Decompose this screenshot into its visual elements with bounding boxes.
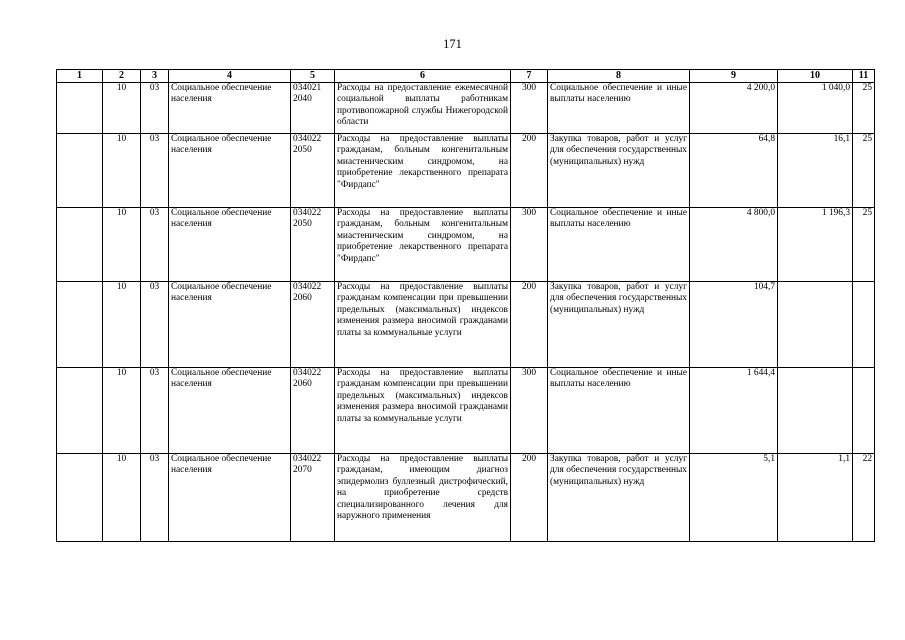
- cell-subsection: 03: [141, 208, 169, 282]
- cell-col1: [57, 368, 103, 454]
- cell-col1: [57, 454, 103, 542]
- cell-target-code: 034022 2050: [291, 208, 335, 282]
- col-header-9: 9: [690, 70, 778, 83]
- col-header-8: 8: [548, 70, 690, 83]
- col-header-5: 5: [291, 70, 335, 83]
- table-row: [57, 83, 875, 134]
- cell-expense-name: Закупка товаров, работ и услуг для обеспечения государственных (муниципальных) нужд: [548, 282, 690, 368]
- cell-percent: 25: [853, 134, 875, 208]
- cell-section-name: Социальное обеспечение населения: [169, 368, 291, 454]
- cell-subsection: 03: [141, 134, 169, 208]
- cell-amount-actual: [778, 282, 853, 368]
- cell-description: Расходы на предоставление выплаты гражданам компенсации при превышении предельных (максимальных) индексов изменения размера вносимой гражданами платы за коммунальные услуги: [335, 368, 511, 454]
- table-row: [57, 208, 875, 282]
- cell-expense-type: 200: [511, 454, 548, 542]
- header-row: [57, 70, 875, 83]
- col-header-7: 7: [511, 70, 548, 83]
- table-row: [57, 134, 875, 208]
- cell-expense-type: 200: [511, 134, 548, 208]
- cell-description: Расходы на предоставление выплаты гражданам компенсации при превышении предельных (максимальных) индексов изменения размера вносимой гражданами платы за коммунальные услуги: [335, 282, 511, 368]
- cell-target-code: 034022 2050: [291, 134, 335, 208]
- col-header-10: 10: [778, 70, 853, 83]
- table-row: [57, 368, 875, 454]
- cell-amount-plan: 1 644,4: [690, 368, 778, 454]
- cell-col1: [57, 282, 103, 368]
- cell-amount-plan: 4 200,0: [690, 83, 778, 134]
- cell-amount-actual: [778, 368, 853, 454]
- cell-subsection: 03: [141, 282, 169, 368]
- cell-subsection: 03: [141, 83, 169, 134]
- cell-section-name: Социальное обеспечение населения: [169, 208, 291, 282]
- cell-amount-actual: 1,1: [778, 454, 853, 542]
- cell-expense-name: Социальное обеспечение и иные выплаты населению: [548, 208, 690, 282]
- cell-amount-plan: 104,7: [690, 282, 778, 368]
- budget-table: [56, 69, 875, 542]
- cell-expense-type: 300: [511, 83, 548, 134]
- cell-col1: [57, 134, 103, 208]
- cell-amount-actual: 16,1: [778, 134, 853, 208]
- cell-section: 10: [103, 282, 141, 368]
- cell-section: 10: [103, 83, 141, 134]
- cell-expense-name: Социальное обеспечение и иные выплаты населению: [548, 83, 690, 134]
- cell-subsection: 03: [141, 454, 169, 542]
- cell-amount-plan: 5,1: [690, 454, 778, 542]
- cell-expense-type: 300: [511, 368, 548, 454]
- col-header-1: 1: [57, 70, 103, 83]
- cell-expense-type: 300: [511, 208, 548, 282]
- cell-expense-name: Закупка товаров, работ и услуг для обеспечения государственных (муниципальных) нужд: [548, 454, 690, 542]
- cell-target-code: 034022 2060: [291, 282, 335, 368]
- col-header-3: 3: [141, 70, 169, 83]
- col-header-6: 6: [335, 70, 511, 83]
- cell-target-code: 034022 2060: [291, 368, 335, 454]
- cell-section-name: Социальное обеспечение населения: [169, 282, 291, 368]
- cell-description: Расходы на предоставление выплаты гражданам, имеющим диагноз эпидермолиз буллезный дистрофический, на приобретение средств специализированного лечения для наружного применения: [335, 454, 511, 542]
- table-row: [57, 454, 875, 542]
- cell-percent: 22: [853, 454, 875, 542]
- cell-target-code: 034022 2070: [291, 454, 335, 542]
- cell-amount-plan: 4 800,0: [690, 208, 778, 282]
- cell-percent: [853, 282, 875, 368]
- cell-expense-type: 200: [511, 282, 548, 368]
- cell-section: 10: [103, 134, 141, 208]
- cell-section-name: Социальное обеспечение населения: [169, 134, 291, 208]
- cell-description: Расходы на предоставление выплаты гражданам, больным конгенитальным миастеническим синдромом, на приобретение лекарственного препарата "Фирдапс": [335, 134, 511, 208]
- cell-percent: 25: [853, 83, 875, 134]
- col-header-2: 2: [103, 70, 141, 83]
- cell-description: Расходы на предоставление ежемесячной социальной выплаты работникам противопожарной службы Нижегородской области: [335, 83, 511, 134]
- cell-subsection: 03: [141, 368, 169, 454]
- cell-description: Расходы на предоставление выплаты гражданам, больным конгенитальным миастеническим синдромом, на приобретение лекарственного препарата "Фирдапс": [335, 208, 511, 282]
- table-row: [57, 282, 875, 368]
- cell-section: 10: [103, 208, 141, 282]
- cell-amount-actual: 1 040,0: [778, 83, 853, 134]
- col-header-4: 4: [169, 70, 291, 83]
- cell-col1: [57, 83, 103, 134]
- cell-target-code: 034021 2040: [291, 83, 335, 134]
- cell-amount-actual: 1 196,3: [778, 208, 853, 282]
- cell-amount-plan: 64,8: [690, 134, 778, 208]
- cell-expense-name: Закупка товаров, работ и услуг для обеспечения государственных (муниципальных) нужд: [548, 134, 690, 208]
- col-header-11: 11: [853, 70, 875, 83]
- cell-section-name: Социальное обеспечение населения: [169, 454, 291, 542]
- page-number: 171: [443, 37, 462, 51]
- cell-section: 10: [103, 454, 141, 542]
- cell-expense-name: Социальное обеспечение и иные выплаты населению: [548, 368, 690, 454]
- cell-percent: 25: [853, 208, 875, 282]
- cell-section-name: Социальное обеспечение населения: [169, 83, 291, 134]
- cell-section: 10: [103, 368, 141, 454]
- cell-col1: [57, 208, 103, 282]
- cell-percent: [853, 368, 875, 454]
